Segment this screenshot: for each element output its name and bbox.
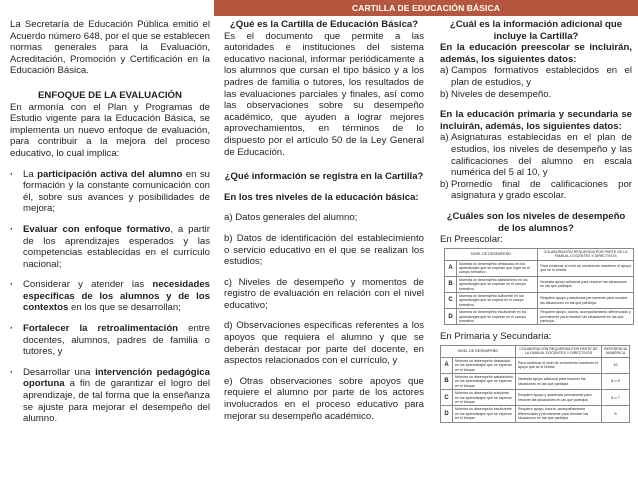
table-row [445,260,634,276]
level-description: Muestra un desempeño suficiente en los aprendizajes que se esperan en el bloque. [453,390,516,406]
answer-what-is: Es el documento que permite a las autoridades e instituciones del sistema educativo nacional, informar periódicamente a los alumnos que cursan el tipo básico y a los padres de familia o tutores, los resultados de las evaluaciones parciales y finales, así como las observaciones sobre su desempeño académico, que ayuden a lograr mejores aprovechamientos, en términos de lo dispuesto por el artículo 50 de la Ley General de Educación. [224,30,424,158]
list-item: b) Datos de identificación del establecimiento o servicio educativo en el que se realizan los estudios; [224,232,424,268]
list-item: b) Niveles de desempeño. [440,88,552,100]
question-what-info: ¿Qué información se registra en la Cartilla? [224,171,424,183]
table-header-row [441,345,630,357]
level-collaboration: Para continuar el nivel de crecimiento mantener el apoyo que se le brinda. [516,357,602,373]
table-header-cell: NIVEL DE DESEMPEÑO [441,345,516,357]
level-description: Muestra un desempeño destacado en los aprendizajes que se esperan en el bloque. [453,357,516,373]
level-numeric-reference: 10 [602,357,630,373]
primaria-intro: En la educación primaria y secundaria se incluirán, además, los siguientes datos: [440,109,632,132]
level-collaboration: Necesita apoyo adicional para resolver las situaciones en las que participa. [538,276,634,292]
level-description: Muestra un desempeño suficiente en los aprendizajes que se espera en el campo formativo. [457,292,538,308]
table-row [445,309,634,325]
page-header: CARTILLA DE EDUCACIÓN BÁSICA [214,0,638,16]
list-item: e) Otras observaciones sobre apoyos que requiere el alumno por parte de los actores involucrados en el proceso educativo para mejorar su desempeño académico. [224,375,424,422]
list-item: b) Promedio final de calificaciones por asignatura y grado escolar. [440,178,632,202]
table-header-cell: REFERENCIA NUMÉRICA [602,345,630,357]
section-heading-enfoque: ENFOQUE DE LA EVALUACIÓN [38,89,182,101]
level-description: Muestra un desempeño satisfactorio en los aprendizajes que se esperan en el campo formativo. [457,276,538,292]
table-row [445,292,634,308]
level-letter: D [445,309,457,325]
list-item: · Considerar y atender las necesidades específicas de los alumnos y de los contextos en los que se desarrollan; [10,279,210,314]
table-row [441,406,630,422]
question-performance-levels: ¿Cuáles son los niveles de desempeño de los alumnos? [446,210,626,234]
level-collaboration: Requiere apoyo y asistencia permanente para resolver las situaciones en las que participa. [538,292,634,308]
column-right [440,19,632,423]
intro-paragraph: La Secretaría de Educación Pública emitió el Acuerdo número 648, por el que se establecen normas generales para la Evaluación, Acreditación, Promoción y Certificación en la Educación Básica. [10,19,210,77]
level-letter: A [441,357,453,373]
list-item: · Fortalecer la retroalimentación entre docentes, alumnos, padres de familia o tutores, y [10,323,210,358]
column-middle [224,19,424,422]
table-header-cell: NIVEL DE DESEMPEÑO [445,248,538,260]
level-letter: B [441,374,453,390]
list-item: a) Datos generales del alumno; [224,212,358,224]
level-letter: C [445,292,457,308]
table-header-row [445,248,634,260]
preescolar-levels-table [444,248,634,326]
primaria-levels-table [440,345,630,423]
level-letter: D [441,406,453,422]
level-collaboration: Para continuar el nivel de crecimiento mantener el apoyo que se le brinda. [538,260,634,276]
enfoque-paragraph: En armonía con el Plan y Programas de Estudio vigente para la Educación Básica, se implementa un nuevo enfoque de evaluación, para contribuir a la mejora del proceso educativo, lo cual implica: [10,101,210,159]
table-header-cell: COLABORACIÓN REQUERIDA POR PARTE DE LA FAMILIA, DOCENTES Y DIRECTIVOS [516,345,602,357]
table-row [441,390,630,406]
column-left [10,19,210,425]
primaria-list [440,132,632,202]
level-collaboration: Requiere apoyo, tutoría, acompañamiento diferenciado y permanente para resolver las situaciones en las que participa. [516,406,602,422]
level-collaboration: Requiere apoyo y asistencia permanente para resolver las situaciones en las que participa. [516,390,602,406]
levels-intro: En los tres niveles de la educación básica: [224,191,419,203]
list-item: c) Niveles de desempeño y momentos de registro de evaluación en relación con el nivel educativo; [224,276,424,311]
preescolar-intro: En la educación preescolar se incluirán, además, los siguientes datos: [440,42,632,65]
level-collaboration: Necesita apoyo adicional para resolver las situaciones en las que participa. [516,374,602,390]
preescolar-list [440,65,632,100]
level-numeric-reference: 5 [602,406,630,422]
list-item: a) Asignaturas establecidas en el plan de estudios, los niveles de desempeño y las calificaciones del alumno en escala numérica del 5 al 10, y [440,132,632,179]
question-additional-info: ¿Cuál es la información adicional que incluye la Cartilla? [449,19,623,42]
list-item: · Desarrollar una intervención pedagógica oportuna a fin de garantizar el logro del aprendizaje, de tal forma que la enseñanza se ajuste para mejorar el desempeño del alumno. [10,367,210,425]
level-description: Muestra un desempeño destacado en los aprendizajes que se esperan que logre en el campo formativo. [457,260,538,276]
level-collaboration: Requiere apoyo, tutoría, acompañamiento diferenciado y permanente para resolver las situaciones en las que participa. [538,309,634,325]
primaria-label: En Primaria y Secundaria: [440,331,552,343]
table-row [445,276,634,292]
question-what-is: ¿Qué es la Cartilla de Educación Básica? [229,19,419,30]
level-numeric-reference: 8 o 9 [602,374,630,390]
table-row [441,357,630,373]
list-item: · La participación activa del alumno en su formación y la constante comunicación con él, sobre sus avances y posibilidades de mejora; [10,169,210,215]
level-description: Muestra un desempeño insuficiente en los aprendizajes que se esperan en el campo formativo. [457,309,538,325]
level-letter: B [445,276,457,292]
table-row [441,374,630,390]
level-description: Muestra un desempeño satisfactorio en los aprendizajes que se esperan en el bloque. [453,374,516,390]
level-letter: A [445,260,457,276]
enfoque-bullet-list [10,169,210,425]
level-letter: C [441,390,453,406]
list-item: d) Observaciones específicas referentes a los apoyos que requiera el alumno y que se deberán destacar por parte del docente, en aspectos relacionados con el currículo, y [224,320,424,367]
preescolar-label: En Preescolar: [440,234,503,246]
list-item: a) Campos formativos establecidos en el plan de estudios, y [440,65,632,88]
list-item: · Evaluar con enfoque formativo, a partir de los aprendizajes esperados y las competencias establecidas en el currículo nacional; [10,224,210,270]
level-numeric-reference: 6 o 7 [602,390,630,406]
table-header-cell: COLABORACIÓN REQUERIDA POR PARTE DE LA FAMILIA, DOCENTES Y DIRECTIVOS [538,248,634,260]
level-description: Muestra un desempeño insuficiente en los aprendizajes que se esperan en el bloque. [453,406,516,422]
